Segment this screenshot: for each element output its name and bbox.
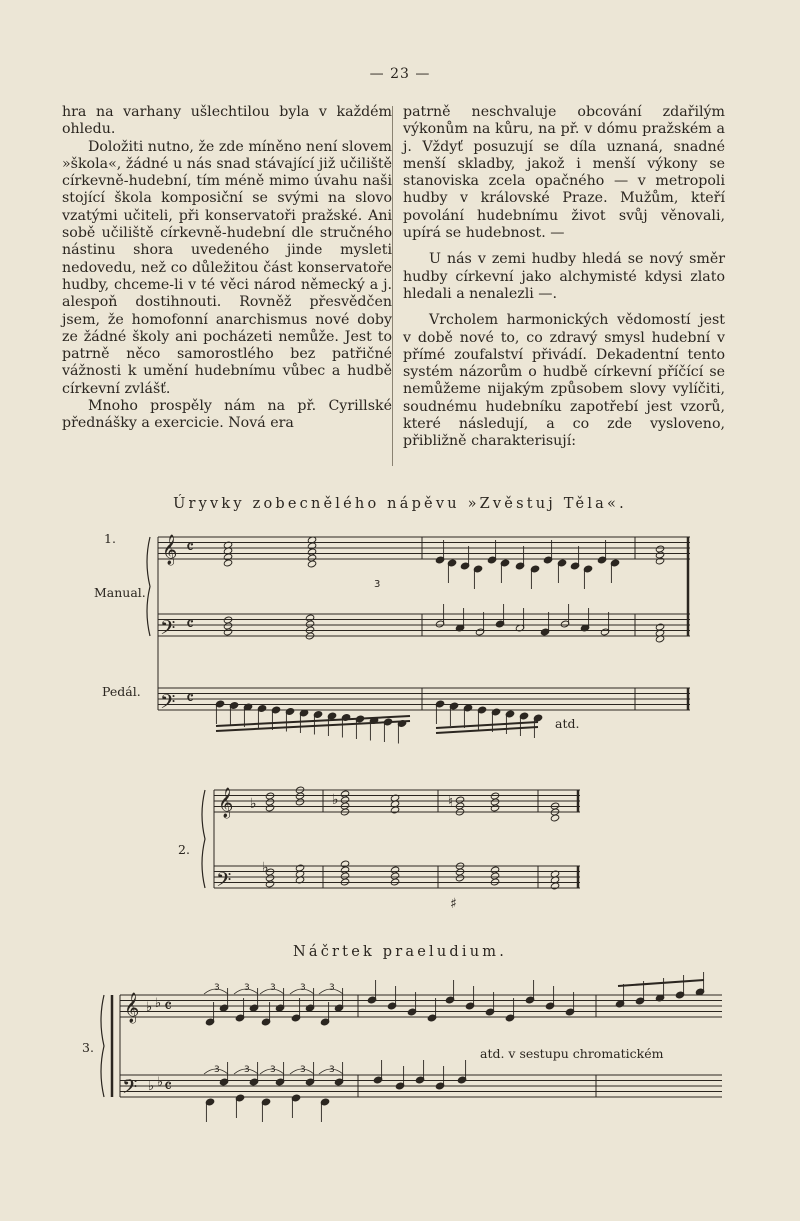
- manual-label: Manual.: [94, 585, 146, 600]
- chord-note: [265, 880, 274, 888]
- bass-clef-icon: 𝄢: [122, 1075, 138, 1103]
- triplet-number: 3: [270, 1065, 276, 1075]
- triplet-number: 3: [300, 983, 306, 993]
- common-time-icon: 𝄴: [164, 996, 173, 1017]
- example-2-number: 2.: [178, 842, 190, 857]
- triplet-number: 3: [270, 983, 276, 993]
- paragraph: Mnoho prospěly nám na př. Cyrillské přednášky a exercicie. Nová era: [62, 398, 392, 432]
- common-time-icon: 𝄴: [186, 688, 195, 709]
- paragraph: Doložiti nutno, že zde míněno není slovem »škola«, žádné u nás snad stávající již učiliště církevně-hudební, tím méně mimo úvahu naši stojící škola komposiční se svými na slovo vzatými učiteli, při konservatoři pražské. Ani sobě učiliště církevně-hudební dle stručného nástinu shora uvedeného jinde mysleti nedovedu, než co důležitou část konservatoře hudby, chceme-li v té věci národ německý a j. alespoň dostihnouti. Rovněž přesvědčen jsem, že homofonní anarchismus nové doby ze žádné školy ani pocházeti nemůže. Jest to patrně něco samorostlého bez patřičné vážnosti k umění hudebnímu vůbec a hudbě církevní zvlášť.: [62, 138, 392, 397]
- system-brace: [147, 537, 150, 636]
- chord-note: [455, 874, 464, 882]
- beam: [216, 721, 410, 731]
- chord-note: [655, 557, 664, 565]
- music-marks: [122, 534, 705, 1122]
- chord-note: [390, 878, 399, 886]
- common-time-icon: 𝄴: [186, 614, 195, 635]
- triplet-number: 3: [244, 1065, 250, 1075]
- chord-note: [490, 804, 499, 812]
- sharp-sign: ♯: [450, 896, 457, 912]
- triplet-number: 3: [329, 1065, 335, 1075]
- common-time-icon: 𝄴: [164, 1076, 173, 1097]
- treble-clef-icon: 𝄞: [218, 788, 234, 818]
- music-caption-1: Úryvky zobecnělého nápěvu »Zvěstuj Těla«.: [173, 496, 627, 512]
- common-time-icon: 𝄴: [186, 537, 195, 558]
- example-3-number: 3.: [82, 1040, 94, 1055]
- paragraph: hra na varhany ušlechtilou byla v každém ohledu.: [62, 104, 392, 138]
- chord-note: [340, 878, 349, 886]
- chord-note: [390, 806, 399, 814]
- bass-clef-icon: 𝄢: [160, 690, 176, 718]
- bass-clef-icon: 𝄢: [216, 868, 232, 896]
- flat-sign: ♭: [262, 860, 269, 876]
- chord-note: [307, 560, 316, 568]
- paragraph: Vrcholem harmonických vědomostí jest v době nové to, co zdravý smysl hudební v přímé zoufalství přivádí. Dekadentní tento systém názorům o hudbě církevní příčící se nemůžeme nijakým způsobem slovy vylíčiti, soudnému hudebníku zapotřebí jest vzorů, které následují, a co zde vysloveno, přibližně charakterisují:: [403, 312, 725, 450]
- beam: [618, 980, 704, 986]
- paragraph: U nás v zemi hudby hledá se nový směr hudby církevní jako alchymisté kdysi zlato hledali a nenalezli —.: [403, 251, 725, 302]
- triplet-number: 3: [374, 579, 381, 590]
- atd-label-3: atd. v sestupu chromatickém: [480, 1046, 664, 1061]
- flat-sign: ♭: [250, 796, 257, 812]
- chord-note: [265, 804, 274, 812]
- chord-note: [550, 814, 559, 822]
- flat-sign: ♭: [157, 1075, 164, 1090]
- triplet-number: 3: [244, 983, 250, 993]
- chord-note: [295, 798, 304, 806]
- triplet-number: 3: [214, 1065, 220, 1075]
- triplet-number: 3: [214, 983, 220, 993]
- page-number: — 23 —: [369, 66, 431, 82]
- flat-sign: ♭: [148, 1079, 155, 1094]
- treble-clef-icon: 𝄞: [124, 993, 140, 1023]
- flat-sign: ♭: [155, 996, 162, 1011]
- natural-sign: ♮: [448, 794, 454, 810]
- flat-sign: ♭: [146, 1000, 153, 1015]
- system-brace: [101, 995, 104, 1097]
- system-brace: [202, 790, 205, 888]
- triplet-number: 3: [329, 983, 335, 993]
- example-1-number: 1.: [104, 531, 116, 546]
- chord-note: [223, 559, 232, 567]
- flat-sign: ♭: [332, 792, 339, 808]
- chord-note: [490, 878, 499, 886]
- atd-label-1: atd.: [555, 716, 580, 731]
- treble-clef-icon: 𝄞: [162, 535, 178, 565]
- beam: [216, 716, 410, 726]
- music-caption-2: Náčrtek praeludium.: [292, 944, 508, 960]
- triplet-number: 3: [300, 1065, 306, 1075]
- pedal-label: Pedál.: [102, 684, 141, 699]
- chord-note: [223, 628, 232, 636]
- chord-note: [550, 882, 559, 890]
- paragraph: patrně neschvaluje obcování zdařilým výkonům na kůru, na př. v dómu pražském a j. Vždyť posuzují se díla uznaná, snadné menší skladby, jakož i menší výkony se stanoviska zcela opačného — v metropoli hudby v královské Praze. Mužům, kteří povolání hudebnímu život svůj věnovali, upírá se hudebnost. —: [403, 104, 725, 242]
- bass-clef-icon: 𝄢: [160, 616, 176, 644]
